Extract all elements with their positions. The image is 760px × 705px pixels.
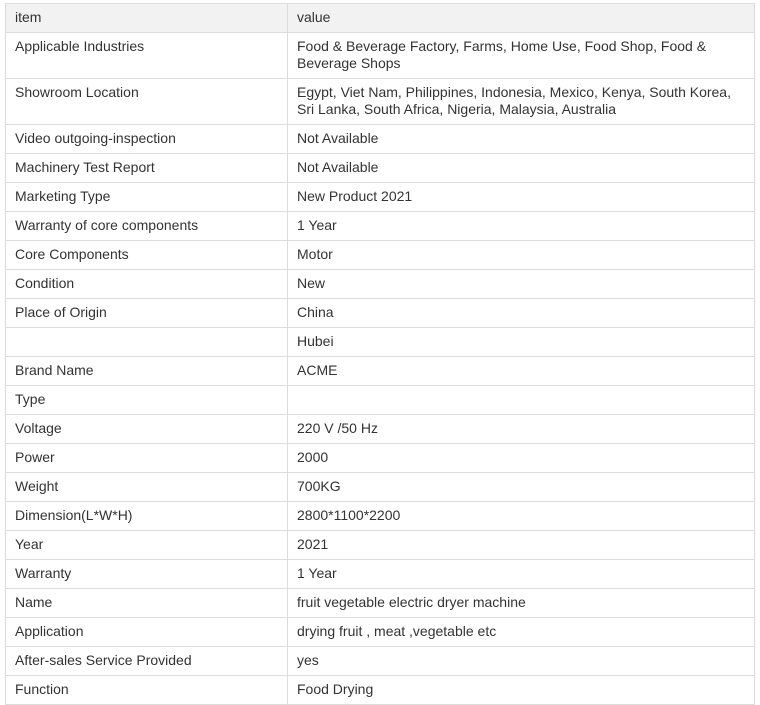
table-row: [6, 241, 755, 270]
value-cell: Food Drying: [288, 676, 755, 705]
table-row: [6, 502, 755, 531]
item-cell: [6, 328, 288, 357]
table-row: [6, 299, 755, 328]
value-cell: 1 Year: [288, 212, 755, 241]
value-cell: 700KG: [288, 473, 755, 502]
value-cell: Not Available: [288, 154, 755, 183]
table-row: [6, 444, 755, 473]
item-cell: Weight: [6, 473, 288, 502]
table-row: [6, 183, 755, 212]
value-cell: 2021: [288, 531, 755, 560]
value-cell: 2000: [288, 444, 755, 473]
value-cell: Motor: [288, 241, 755, 270]
item-cell: After-sales Service Provided: [6, 647, 288, 676]
item-cell: Machinery Test Report: [6, 154, 288, 183]
table-row: [6, 328, 755, 357]
value-cell: drying fruit , meat ,vegetable etc: [288, 618, 755, 647]
item-cell: Warranty of core components: [6, 212, 288, 241]
table-row: [6, 33, 755, 79]
value-cell: China: [288, 299, 755, 328]
value-cell: 2800*1100*2200: [288, 502, 755, 531]
item-cell: Showroom Location: [6, 79, 288, 125]
table-row: [6, 531, 755, 560]
value-cell: Food & Beverage Factory, Farms, Home Use, Food Shop, Food & Beverage Shops: [288, 33, 755, 79]
table-row: [6, 560, 755, 589]
item-cell: Application: [6, 618, 288, 647]
item-cell: Name: [6, 589, 288, 618]
table-row: [6, 676, 755, 705]
value-cell: Not Available: [288, 125, 755, 154]
table-header-row: [6, 4, 755, 33]
value-cell: Egypt, Viet Nam, Philippines, Indonesia, Mexico, Kenya, South Korea, Sri Lanka, South Africa, Nigeria, Malaysia, Australia: [288, 79, 755, 125]
table-row: [6, 212, 755, 241]
table-row: [6, 647, 755, 676]
value-cell: New: [288, 270, 755, 299]
item-cell: Function: [6, 676, 288, 705]
item-cell: Applicable Industries: [6, 33, 288, 79]
item-cell: Condition: [6, 270, 288, 299]
item-cell: Dimension(L*W*H): [6, 502, 288, 531]
value-cell: Hubei: [288, 328, 755, 357]
table-row: [6, 79, 755, 125]
table-row: [6, 589, 755, 618]
item-cell: Marketing Type: [6, 183, 288, 212]
table-row: [6, 154, 755, 183]
table-row: [6, 357, 755, 386]
value-cell: 1 Year: [288, 560, 755, 589]
table-row: [6, 618, 755, 647]
item-cell: Core Components: [6, 241, 288, 270]
header-value-cell: value: [288, 4, 755, 33]
item-cell: Video outgoing-inspection: [6, 125, 288, 154]
spec-table: [5, 3, 755, 705]
value-cell: [288, 386, 755, 415]
table-row: [6, 270, 755, 299]
table-row: [6, 125, 755, 154]
header-item-cell: item: [6, 4, 288, 33]
item-cell: Type: [6, 386, 288, 415]
table-row: [6, 473, 755, 502]
table-row: [6, 415, 755, 444]
item-cell: Voltage: [6, 415, 288, 444]
item-cell: Warranty: [6, 560, 288, 589]
value-cell: yes: [288, 647, 755, 676]
value-cell: 220 V /50 Hz: [288, 415, 755, 444]
value-cell: fruit vegetable electric dryer machine: [288, 589, 755, 618]
value-cell: New Product 2021: [288, 183, 755, 212]
item-cell: Place of Origin: [6, 299, 288, 328]
table-row: [6, 386, 755, 415]
value-cell: ACME: [288, 357, 755, 386]
item-cell: Power: [6, 444, 288, 473]
item-cell: Year: [6, 531, 288, 560]
item-cell: Brand Name: [6, 357, 288, 386]
